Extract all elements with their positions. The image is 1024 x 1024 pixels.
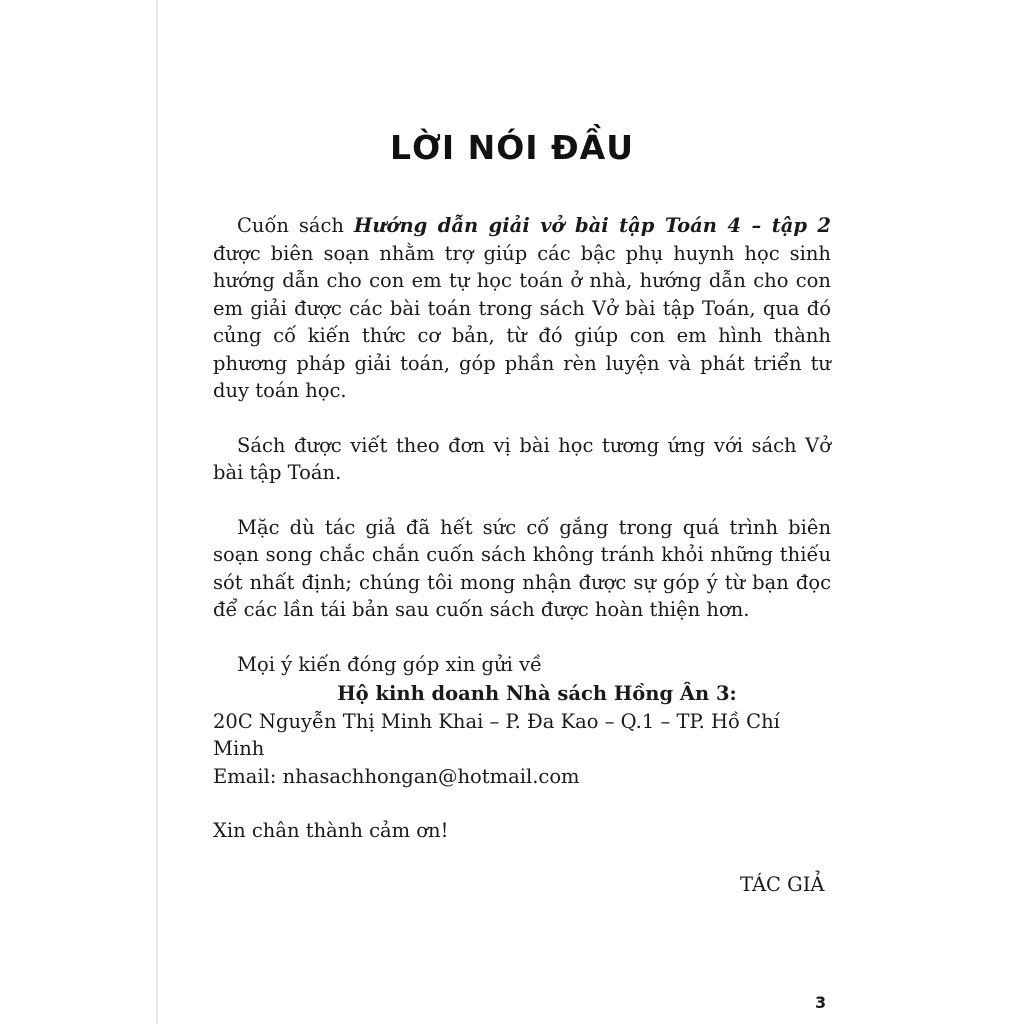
publisher-name: Hộ kinh doanh Nhà sách Hồng Ân 3: [337,682,737,705]
thanks-line: Xin chân thành cảm ơn! [213,819,449,842]
intro-rest: được biên soạn nhằm trợ giúp các bậc phụ huynh học sinh hướng dẫn cho con em tự học toán ở nhà, hướng dẫn cho con em giải được các bài toán trong sách Vở bài tập Toán, qua đó củng cố kiến thức cơ bản, từ đó giúp con em hình thành phương pháp giải toán, góp phần rèn luyện và phát triển tư duy toán học. [213,241,831,402]
publisher-address: 20C Nguyễn Thị Minh Khai – P. Đa Kao – Q.1 – TP. Hồ Chí Minh [213,709,780,760]
contact-lead: Mọi ý kiến đóng góp xin gửi về [237,652,543,676]
paragraph-apology: Mặc dù tác giả đã hết sức cố gắng trong quá trình biên soạn song chắc chắn cuốn sách không tránh khỏi những thiếu sót nhất định; chúng tôi mong nhận được sự góp ý từ bạn đọc để các lần tái bản sau cuốn sách được hoàn thiện hơn. [213,515,831,621]
book-title: Hướng dẫn giải vở bài tập Toán 4 – tập 2 [353,214,832,237]
intro-paragraph [213,212,831,405]
contact-block [213,651,831,791]
page-title: LỜI NÓI ĐẦU [389,128,635,167]
publisher-email: Email: nhasachhongan@hotmail.com [213,764,580,788]
author-signature: TÁC GIẢ [740,873,825,896]
paragraph-structure: Sách được viết theo đơn vị bài học tương ứng với sách Vở bài tập Toán. [213,433,831,484]
intro-lead: Cuốn sách [237,214,354,237]
preface-body [213,212,831,845]
page-number: 3 [815,993,827,1012]
